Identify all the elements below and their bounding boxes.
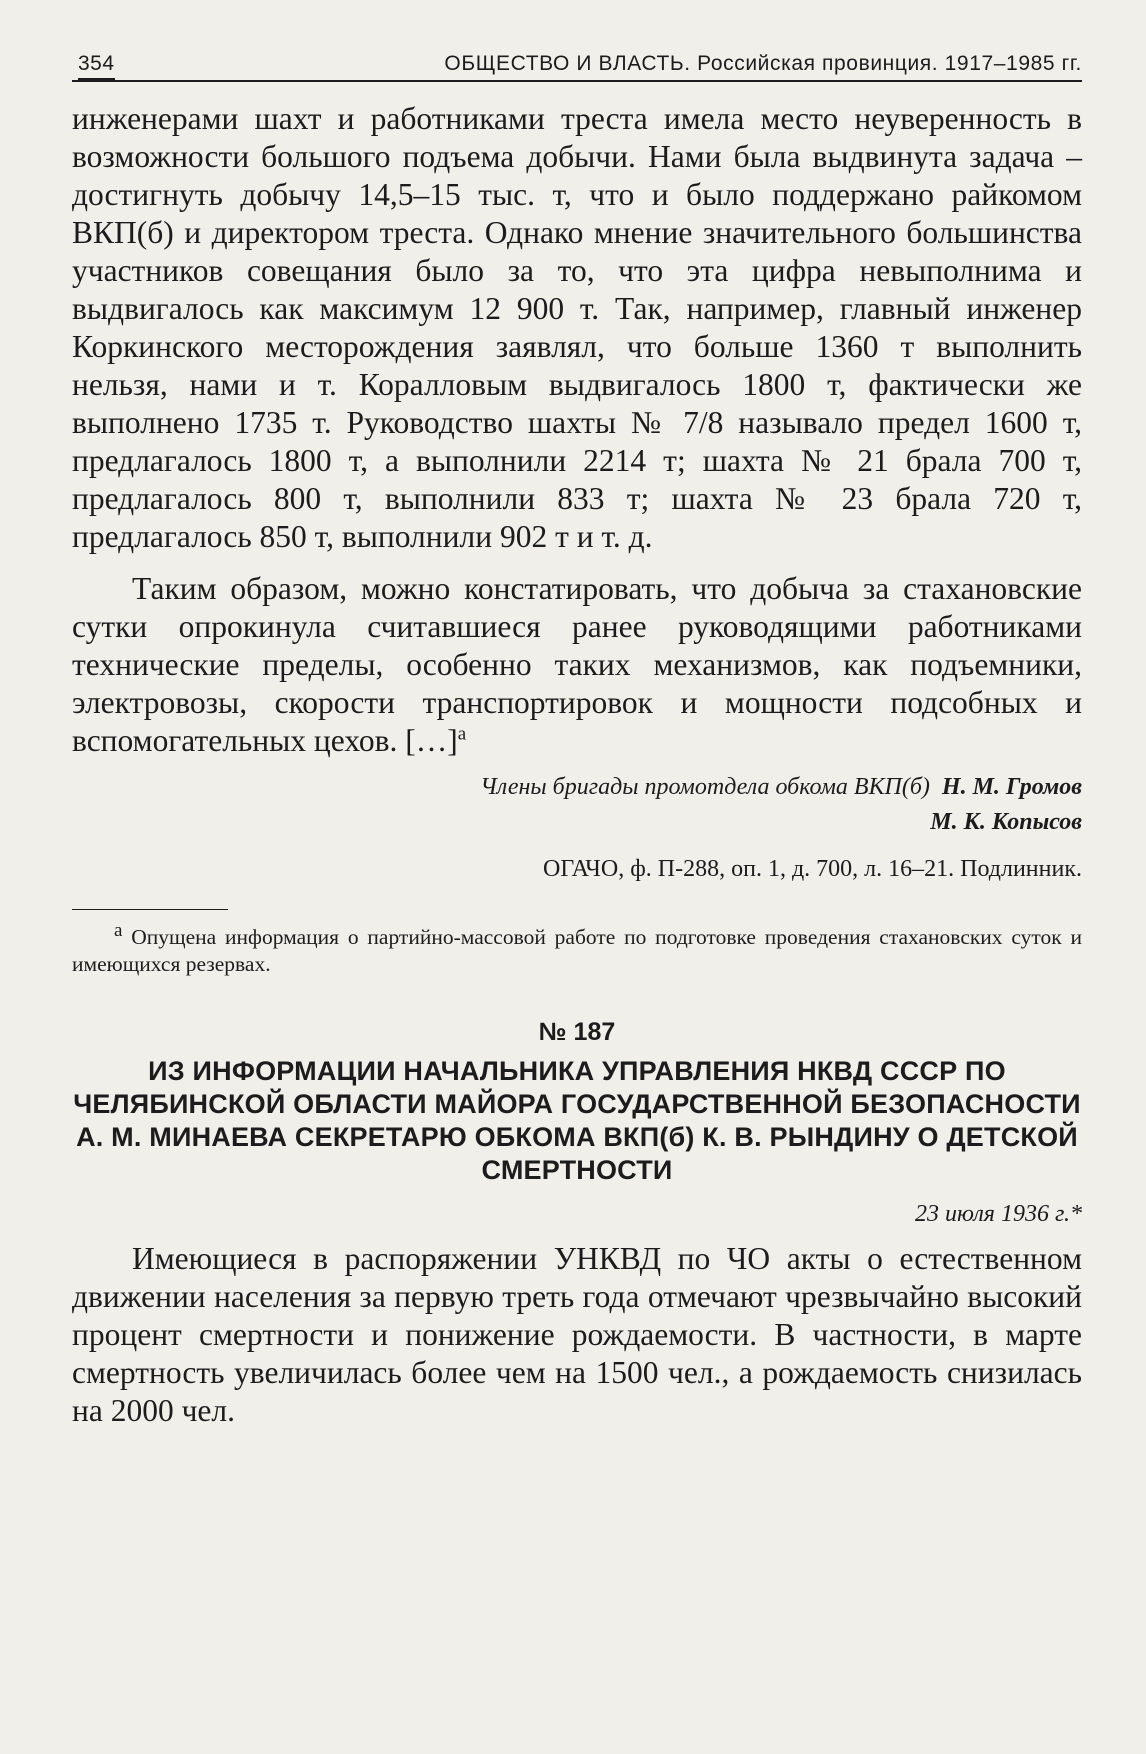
document-body: Имеющиеся в распоряжении УНКВД по ЧО акты о естественном движении населения за первую треть года отмечают чрезвычайно высокий процент смертности и понижение рождаемости. В частности, в марте смертность увеличилась более чем на 1500 чел., а рождаемость снизилась на 2000 чел.: [72, 1241, 1082, 1428]
signature-block: [72, 770, 1082, 840]
signatory-name-1: Н. М. Громов: [941, 774, 1082, 800]
archival-source: ОГАЧО, ф. П-288, оп. 1, д. 700, л. 16–21. Подлинник.: [543, 856, 1082, 882]
footnote-reference: а: [457, 723, 467, 745]
signatory-name-2: М. К. Копысов: [930, 809, 1082, 835]
signature-line-1: [72, 770, 1082, 805]
document-date: 23 июля 1936 г.*: [915, 1201, 1082, 1227]
signatories-role: Члены бригады промотдела обкома ВКП(б): [480, 774, 930, 800]
document-number: № 187: [538, 1018, 616, 1046]
paragraph-conclusion-text: Таким образом, можно констатировать, что добыча за стахановские сутки опрокинула считавшиеся ранее руководящими работниками технические пределы, особенно таких механизмов, как подъемники, электровозы, скорости транспортировок и мощности подсобных и вспомогательных цехов. […]: [72, 571, 1082, 758]
running-head: [72, 48, 1082, 82]
book-title: ОБЩЕСТВО И ВЛАСТЬ. Российская провинция. 1917–1985 гг.: [444, 52, 1082, 75]
document-title: ИЗ ИНФОРМАЦИИ НАЧАЛЬНИКА УПРАВЛЕНИЯ НКВД СССР ПО ЧЕЛЯБИНСКОЙ ОБЛАСТИ МАЙОРА ГОСУДАРСТВЕННОЙ БЕЗОПАСНОСТИ А. М. МИНАЕВА СЕКРЕТАРЮ ОБКОМА ВКП(б) К. В. РЫНДИНУ О ДЕТСКОЙ СМЕРТНОСТИ: [73, 1056, 1081, 1185]
paragraph-continued: инженерами шахт и работниками треста имела место неуверенность в возможности большого подъема добычи. Нами была выдвинута задача – достигнуть добычу 14,5–15 тыс. т, что и было поддержано райкомом ВКП(б) и директором треста. Однако мнение значительного большинства участников совещания было за то, что эта цифра невыполнима и выдвигалось как максимум 12 900 т. Так, например, главный инженер Коркинского месторождения заявлял, что больше 1360 т выполнить нельзя, нами и т. Коралловым выдвигалось 1800 т, фактически же выполнено 1735 т. Руководство шахты № 7/8 называло предел 1600 т, предлагалось 1800 т, а выполнили 2214 т; шахта № 21 брала 700 т, предлагалось 800 т, выполнили 833 т; шахта № 23 брала 720 т, предлагалось 850 т, выполнили 902 т и т. д.: [72, 101, 1082, 554]
footnote-mark: а: [114, 919, 123, 941]
book-page: [72, 48, 1082, 1430]
footnote-divider: [72, 909, 228, 910]
footnote-text: Опущена информация о партийно-массовой работе по подготовке проведения стахановских суток и имеющихся резервах.: [72, 925, 1083, 976]
page-number: 354: [78, 52, 115, 81]
signature-line-2: [72, 805, 1082, 840]
paragraph-conclusion: [72, 570, 1082, 760]
footnote: [72, 919, 1083, 978]
